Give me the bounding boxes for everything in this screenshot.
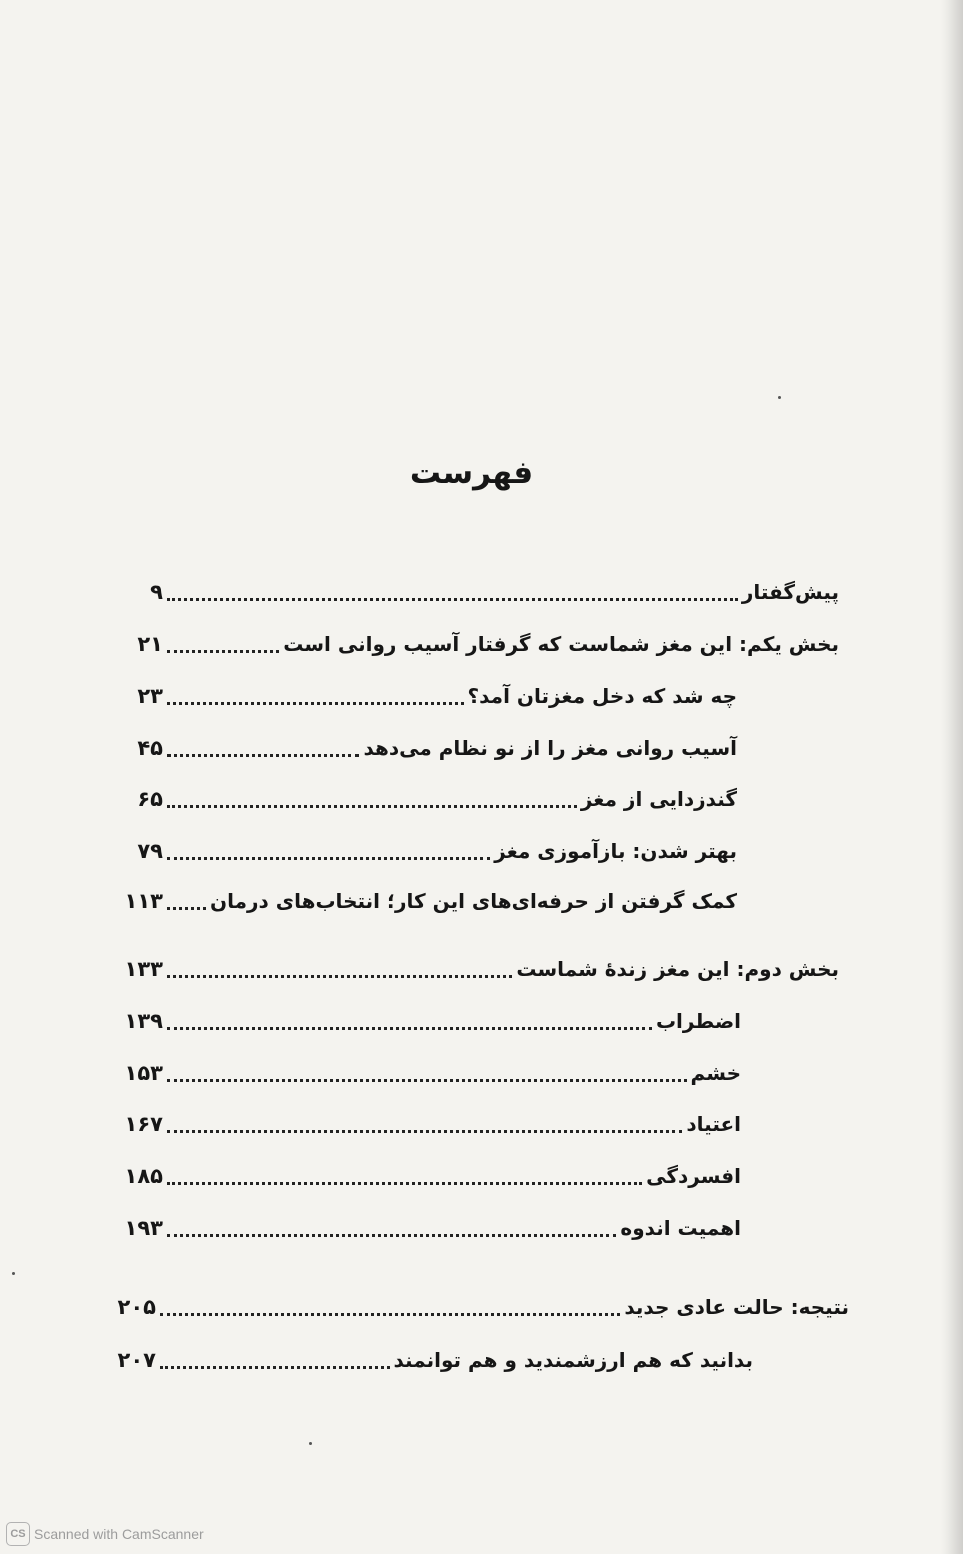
- toc-page-number: ۶۵: [137, 787, 163, 811]
- toc-entry-title: اضطراب: [655, 1009, 741, 1033]
- dot-leader: [167, 1182, 642, 1185]
- dot-leader: [160, 1313, 620, 1316]
- toc-entry-title: بخش دوم: این مغز زندهٔ شماست: [516, 957, 839, 981]
- toc-page-number: ۱۸۵: [124, 1164, 163, 1188]
- dot-leader: [167, 1234, 616, 1237]
- toc-entry-title: آسیب روانی مغز را از نو نظام می‌دهد: [363, 736, 737, 760]
- toc-page-number: ۱۳۳: [124, 957, 163, 981]
- toc-page-number: ۹: [150, 580, 163, 604]
- page-title: فهرست: [409, 455, 534, 491]
- watermark-text: Scanned with CamScanner: [34, 1526, 204, 1542]
- toc-row: [115, 677, 737, 711]
- toc-entry-title: چه شد که دخل مغزتان آمد؟: [467, 684, 737, 708]
- toc-row: [115, 950, 839, 984]
- dot-leader: [167, 1027, 652, 1030]
- toc-entry-title: بهتر شدن: بازآموزی مغز: [494, 839, 737, 863]
- toc-page-number: ۱۳۹: [124, 1009, 163, 1033]
- toc-entry-title: گندزدایی از مغز: [580, 787, 737, 811]
- toc-entry-title: خشم: [690, 1061, 741, 1085]
- toc-row: [115, 1209, 741, 1243]
- toc-entry-title: پیش‌گفتار: [741, 580, 839, 604]
- toc-entry-title: اهمیت اندوه: [620, 1216, 741, 1240]
- toc-entry-title: افسردگی: [646, 1164, 741, 1188]
- toc-row: [108, 1288, 849, 1322]
- dot-leader: [167, 1079, 687, 1082]
- toc-row: [115, 1002, 741, 1036]
- toc-page-number: ۲۳: [137, 684, 163, 708]
- toc-entry-title: کمک گرفتن از حرفه‌ای‌های این کار؛ انتخاب‌های درمان: [210, 889, 737, 913]
- toc-entry-title: نتیجه: حالت عادی جدید: [624, 1295, 849, 1319]
- dot-leader: [167, 907, 206, 910]
- toc-entry-title: بدانید که هم ارزشمندید و هم توانمند: [393, 1348, 753, 1372]
- toc-row: [108, 1341, 753, 1375]
- page-edge-shadow: [941, 0, 963, 1554]
- toc-page-number: ۲۰۷: [117, 1348, 156, 1372]
- toc-row: [115, 1105, 741, 1139]
- toc-page-number: ۷۹: [137, 839, 163, 863]
- dot-leader: [167, 650, 279, 653]
- scan-speck: [309, 1442, 312, 1445]
- camscanner-watermark: [6, 1522, 204, 1546]
- toc-entry-title: بخش یکم: این مغز شماست که گرفتار آسیب روانی است: [283, 632, 839, 656]
- dot-leader: [160, 1366, 390, 1369]
- dot-leader: [167, 805, 577, 808]
- dot-leader: [167, 702, 464, 705]
- toc-row: [115, 832, 737, 866]
- scan-speck: [12, 1272, 15, 1275]
- toc-page-number: ۲۱: [137, 632, 163, 656]
- toc-row: [115, 573, 839, 607]
- toc-page-number: ۱۵۳: [124, 1061, 163, 1085]
- dot-leader: [167, 857, 490, 860]
- toc-page-number: ۱۹۳: [124, 1216, 163, 1240]
- toc-row: [115, 625, 839, 659]
- toc-page-number: ۴۵: [137, 736, 163, 760]
- toc-page-number: ۱۶۷: [124, 1112, 163, 1136]
- dot-leader: [167, 975, 512, 978]
- dot-leader: [167, 754, 359, 757]
- toc-page-number: ۲۰۵: [117, 1295, 156, 1319]
- scan-speck: [778, 396, 781, 399]
- toc-row: [115, 1157, 741, 1191]
- toc-row: [115, 1054, 741, 1088]
- camscanner-logo-icon: CS: [6, 1522, 30, 1546]
- toc-row: [115, 882, 737, 916]
- toc-row: [115, 780, 737, 814]
- toc-entry-title: اعتیاد: [686, 1112, 741, 1136]
- dot-leader: [167, 598, 738, 601]
- toc-page-number: ۱۱۳: [124, 889, 163, 913]
- dot-leader: [167, 1130, 682, 1133]
- toc-row: [115, 729, 737, 763]
